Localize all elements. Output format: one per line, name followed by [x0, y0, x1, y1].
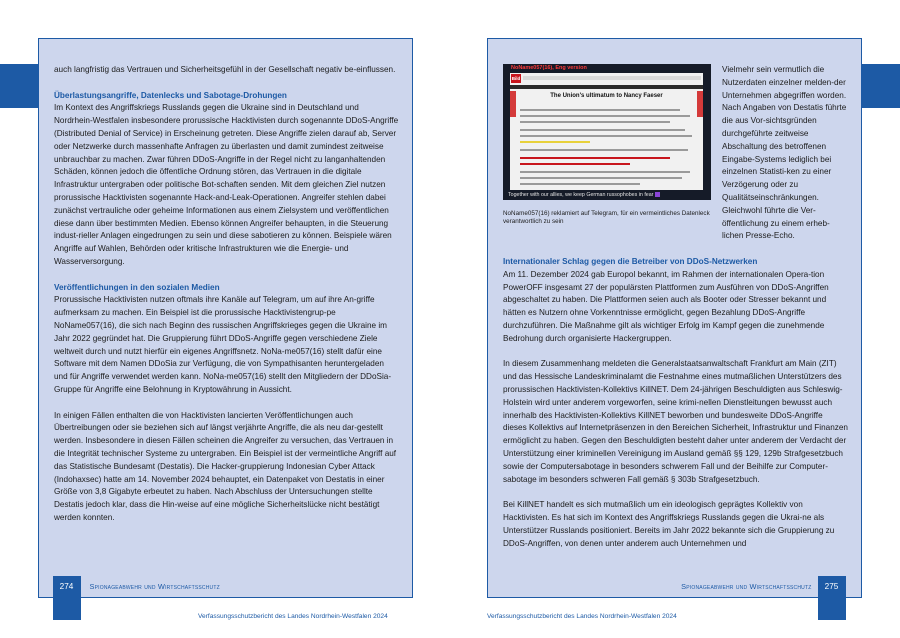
page-footer: [487, 576, 862, 598]
side-text: Vielmehr sein vermutlich die Nutzerdaten einzelner melden-der Unternehmen abgegriffen worden. Nach Angaben von Destatis führte die aus Vor-sichtsgründen durchgeführte zeitweise Abschaltung des betroffenen Eingabe-Systems lediglich bei einzelnen Statisti-ken zu einer Verzögerung oder zu Qualitätseinschränkungen. Gleichwohl führte die Ver-öffentlichung zu einem erheb-lichen Presse-Echo.: [722, 65, 847, 241]
left-page-body: [54, 64, 399, 537]
right-page-body: [503, 256, 848, 563]
news-article-image: [510, 73, 703, 190]
red-text-line: [520, 163, 630, 165]
text-line: [520, 177, 682, 179]
page-number: 274: [53, 576, 81, 598]
section-heading: Überlastungsangriffe, Datenlecks und Sabotage-Drohungen: [54, 90, 287, 100]
page-footer: [38, 576, 413, 598]
section: [503, 256, 848, 346]
paragraph: Prorussische Hacktivisten nutzen oftmals ihre Kanäle auf Telegram, um auf ihre An-griffe aufmerksam zu machen. Ein Beispiel ist die prorussische Hacktivistengrup-pe NoName057(16), die sich nach Beginn des russischen Angriffskrieges gegen die Ukraine im Jahr 2022 gegründet hat. Die Gruppierung führt DDoS-Angriffe gegen verschiedene Ziele weltweit durch und nutzt hierfür ein eigenes Angriffsnetz. NoNa-me057(16) stellt dafür eine Software mit dem Namen DDoSia zur Verfügung, die von Sympathisanten heruntergeladen und für Angriffe verwendet werden kann. NoNa-me057(16) stellt den Mitgliedern der DDoSia-Gruppe für Angriffe eine Belohnung in Kryptowährung in Aussicht.: [54, 295, 392, 394]
figure-caption: NoName057(16) reklamiert auf Telegram, für ein vermeintliches Datenleck verantwortlich zu sein: [503, 210, 710, 226]
running-section-label: Spionageabwehr und Wirtschaftsschutz: [89, 582, 220, 591]
figure-tag: NoName057(16), Eng version: [511, 65, 587, 71]
section: [54, 90, 399, 269]
text-line: [520, 109, 680, 111]
ad-banner-left: [510, 91, 516, 117]
bild-logo: Bild: [511, 76, 521, 81]
news-nav-strip: [510, 85, 703, 89]
paragraph: Im Kontext des Angriffskriegs Russlands gegen die Ukraine sind in Deutschland und Nordrhein-Westfalen insbesondere prorussische Hacktivisten durch sogenannte DDoS-Angriffe (Distributed Denial of Service) in Erscheinung getreten. Diese Angriffe zielen darauf ab, Server oder Netzwerke durch massenhafte Anfragen zu überlasten und damit zumindest zeitweise unbrauchbar zu machen. Zwar führen DDoS-Angriffe in der Regel nicht zu langanhaltenden Schäden, können jedoch die öffentliche Ordnung stören, das Vertrauen in die digitale Infrastruktur untergraben oder politische Bot-schaften senden. Mit dem gleichen Ziel nutzen prorussische Hacktivisten sogenannte Hack-and-Leak-Operationen. Angreifer stehlen dabei zunächst vertrauliche oder geheime Informationen aus einem Zielsystem und veröffentlichen diese dann über bestimmten Medien. Ebenso können Angreifer behaupten, in die Steuerung indust-rieller Anlagen eingedrungen zu sein und diese sabotieren zu können. Beispiele wären Angriffe auf Wahlen, Behörden oder kritische Infrastrukturen wie die Energie- und Wasserversorgung.: [54, 103, 399, 266]
paragraph: Bei KillNET handelt es sich mutmaßlich um ein ideologisch geprägtes Kollektiv von Hacktivisten. Es hat sich im Kontext des Angriffskriegs Russlands gegen die Ukrai-ne als Unterstützer Russlands positioniert. Bereits im Jahr 2022 bekannte sich die Gruppierung zu DDoS-Angriffen, von denen unter anderem auch Unternehmen und: [503, 500, 835, 548]
highlighted-text-line: [520, 141, 590, 143]
paragraph: In diesem Zusammenhang meldeten die Generalstaatsanwaltschaft Frankfurt am Main (ZIT) und das Hessische Landeskriminalamt die Festnahme eines mutmaßlichen Unterstützers des prorussischen Hacktivisten-Kollektivs KillNET. Dem 24-jährigen Beschuldigten aus Schleswig-Holstein wird unter anderem vorgeworfen, seine krimi-nellen Dienstleitungen bewusst auch innerhalb des Hacktivisten-Kollektivs KillNET beworben und bundesweite DDoS-Angriffe dieses Kollektivs auf Internetpräsenzen in den Bereichen Sicherheit, Infrastruktur und Finanzen ermöglicht zu haben. Gegen den Beschuldigten besteht daher unter anderem der Verdacht der Unterstützung einer kriminellen Vereinigung im Ausland gemäß §§ 129, 129b Strafgesetzbuch sowie der Computersabotage in besonders schwerem Fall und der Beihilfe zur Computer-sabotage im besonders schweren Fall gemäß § 303b Strafgesetzbuch.: [503, 359, 848, 484]
paragraph: auch langfristig das Vertrauen und Sicherheitsgefühl in der Gesellschaft negativ be-einflussen.: [54, 65, 396, 74]
text-line: [520, 183, 640, 185]
left-margin-tab: [0, 64, 38, 108]
news-nav-bar: [523, 76, 701, 80]
text-line: [520, 129, 685, 131]
paragraph: In einigen Fällen enthalten die von Hacktivisten lancierten Veröffentlichungen auch Übertreibungen oder sie beziehen sich auf längst verjährte Angriffe, die als neu dar-gestellt werden. Insbesondere in diesen Fällen scheinen die Angreifer zu versuchen, das Vertrauen in die Integrität technischer Systeme zu untergraben. Ein Beispiel ist der vermeintliche Angriff auf das Statistische Bundesamt (Destatis). Die Hacker-gruppierung Indonesian Cyber Attack (Indohaxsec) hatte am 14. November 2024 behauptet, ein Datenpaket von Destatis in einer Größe von 3,8 Gigabyte erbeutet zu haben. Nach Abschluss der Untersuchungen stellte Destatis jedoch klar, dass die Hin-weise auf eine mögliche Sicherheitslücke nicht bestätigt werden konnten.: [54, 410, 397, 522]
news-headline: The Union's ultimatum to Nancy Faeser: [550, 93, 663, 99]
red-text-line: [520, 157, 670, 159]
publication-credit: Verfassungsschutzbericht des Landes Nordrhein-Westfalen 2024: [487, 613, 677, 620]
text-line: [520, 149, 688, 151]
ad-banner-right: [697, 91, 703, 117]
figure-inner-caption: Together with our allies, we keep German russophobes in fear: [508, 192, 660, 199]
running-section-label: Spionageabwehr und Wirtschaftsschutz: [681, 582, 812, 591]
section-heading: Internationaler Schlag gegen die Betreiber von DDoS-Netzwerken: [503, 257, 758, 266]
text-line: [520, 115, 690, 117]
publication-credit: Verfassungsschutzbericht des Landes Nordrhein-Westfalen 2024: [198, 613, 388, 620]
telegram-screenshot-image: [503, 64, 711, 200]
left-page: [38, 38, 413, 598]
paragraph: Am 11. Dezember 2024 gab Europol bekannt, im Rahmen der internationalen Opera-tion PowerOFF insgesamt 27 der populärsten Plattformen zum Ausführen von DDoS-Angriffen abgeschaltet zu haben. Die Plattformen seien auch als Booter oder Stresser bekannt und hätten es Nutzern ohne Vorkenntnisse ermöglicht, gegen Bezahlung DDoS-Angriffe durchzuführen. Die Maßnahme gilt als wichtiger Erfolg im Kampf gegen die zunehmende Bedrohung durch organisierte Hackergruppen.: [503, 269, 829, 343]
right-margin-tab: [862, 64, 900, 108]
text-line: [520, 135, 692, 137]
section-heading: Veröffentlichungen in den sozialen Medien: [54, 282, 220, 292]
text-line: [520, 171, 690, 173]
page-number: 275: [818, 576, 846, 598]
emoji-icon: [655, 192, 660, 197]
right-page: [487, 38, 862, 598]
section: [54, 282, 399, 397]
text-line: [520, 121, 670, 123]
